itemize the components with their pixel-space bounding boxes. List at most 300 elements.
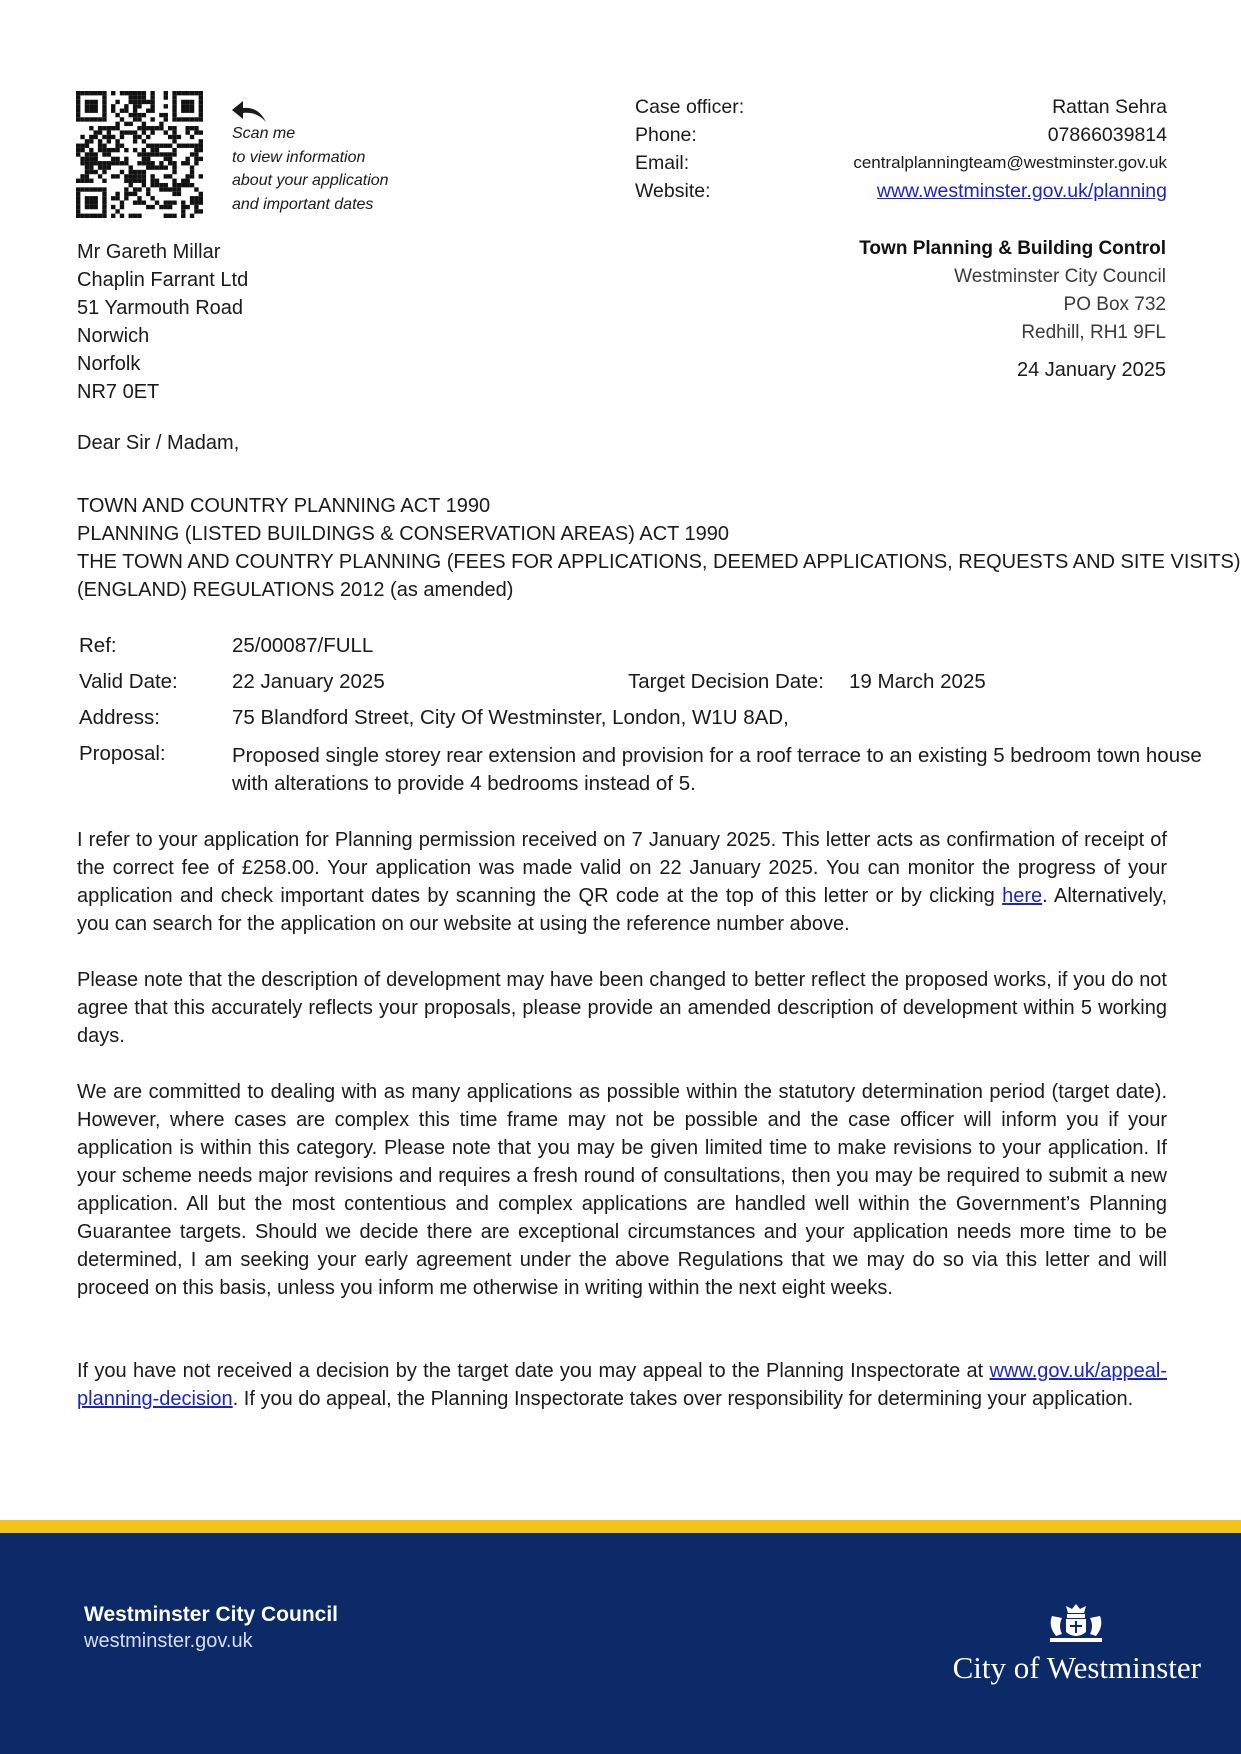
paragraph-appeal [77, 1357, 1167, 1413]
target-date-label: Target Decision Date: [628, 670, 824, 693]
qr-module [124, 109, 128, 113]
qr-module [150, 100, 154, 104]
qr-module [190, 183, 194, 187]
qr-module [155, 179, 159, 183]
qr-module [168, 126, 172, 130]
qr-module [172, 109, 176, 113]
qr-module [137, 91, 141, 95]
qr-module [159, 205, 163, 209]
curved-arrow-icon [230, 98, 268, 124]
qr-module [137, 214, 141, 218]
qr-module [190, 214, 194, 218]
qr-module [199, 144, 203, 148]
qr-module [107, 148, 111, 152]
qr-module [164, 113, 168, 117]
qr-module [137, 161, 141, 165]
proposal-label: Proposal: [79, 742, 166, 765]
qr-module [172, 187, 176, 191]
office-line: PO Box 732 [1063, 294, 1166, 315]
paragraph-text: If you have not received a decision by the target date you may appeal to the Planning Inspectorate at [77, 1360, 990, 1382]
qr-module [199, 200, 203, 204]
scan-line: Scan me [232, 125, 296, 142]
qr-module [142, 148, 146, 152]
qr-module [120, 205, 124, 209]
qr-module [89, 117, 93, 121]
qr-module [115, 126, 119, 130]
qr-module [150, 91, 154, 95]
recipient-line: Norwich [77, 325, 150, 347]
scan-line: about your application [232, 172, 389, 189]
qr-module [124, 130, 128, 134]
contact-block [635, 93, 1167, 205]
qr-module [177, 135, 181, 139]
qr-module [111, 196, 115, 200]
qr-module [102, 100, 106, 104]
qr-module [111, 135, 115, 139]
qr-module [129, 179, 133, 183]
qr-module [190, 126, 194, 130]
qr-module [111, 161, 115, 165]
qr-module [94, 91, 98, 95]
recipient-line: 51 Yarmouth Road [77, 297, 244, 319]
qr-module [146, 187, 150, 191]
qr-module [107, 139, 111, 143]
qr-module [177, 187, 181, 191]
qr-module [181, 179, 185, 183]
qr-module [199, 130, 203, 134]
qr-module [102, 117, 106, 121]
qr-module [120, 91, 124, 95]
qr-module [94, 104, 98, 108]
qr-module [124, 122, 128, 126]
qr-module [190, 100, 194, 104]
phone-label: Phone: [635, 124, 697, 146]
qr-module [137, 117, 141, 121]
qr-module [94, 200, 98, 204]
page-footer [0, 1520, 1241, 1754]
qr-module [185, 205, 189, 209]
qr-module [172, 152, 176, 156]
qr-module [102, 91, 106, 95]
qr-module [94, 109, 98, 113]
qr-module [137, 113, 141, 117]
qr-module [181, 109, 185, 113]
qr-module [194, 148, 198, 152]
qr-module [199, 157, 203, 161]
recipient-line: NR7 0ET [77, 381, 160, 403]
qr-module [94, 170, 98, 174]
qr-module [150, 109, 154, 113]
qr-module [164, 152, 168, 156]
qr-module [177, 144, 181, 148]
qr-module [150, 165, 154, 169]
qr-module [76, 113, 80, 117]
qr-module [168, 214, 172, 218]
qr-module [107, 130, 111, 134]
qr-module [129, 91, 133, 95]
qr-module [142, 170, 146, 174]
qr-module [89, 165, 93, 169]
qr-module [194, 205, 198, 209]
qr-module [185, 157, 189, 161]
qr-module [185, 91, 189, 95]
office-address [859, 235, 1166, 347]
phone-row [635, 121, 1167, 149]
qr-module [98, 130, 102, 134]
qr-module [150, 95, 154, 99]
qr-module [80, 144, 84, 148]
qr-module [111, 174, 115, 178]
address-row [79, 706, 1169, 742]
qr-module [85, 161, 89, 165]
qr-module [172, 170, 176, 174]
qr-module [199, 148, 203, 152]
qr-module [168, 174, 172, 178]
qr-module [94, 135, 98, 139]
qr-module [146, 192, 150, 196]
qr-module [168, 135, 172, 139]
qr-module [155, 152, 159, 156]
qr-module [129, 100, 133, 104]
address-value: 75 Blandford Street, City Of Westminster, London, W1U 8AD, [232, 706, 789, 729]
qr-module [172, 126, 176, 130]
qr-module [190, 200, 194, 204]
qr-module [115, 148, 119, 152]
qr-module [85, 139, 89, 143]
qr-module [85, 205, 89, 209]
qr-module [150, 196, 154, 200]
qr-module [133, 214, 137, 218]
qr-module [137, 196, 141, 200]
qr-module [181, 209, 185, 213]
qr-module [190, 135, 194, 139]
qr-module [120, 130, 124, 134]
qr-module [172, 91, 176, 95]
qr-module [89, 205, 93, 209]
qr-module [190, 109, 194, 113]
act-line: TOWN AND COUNTRY PLANNING ACT 1990 [77, 495, 491, 517]
qr-module [190, 104, 194, 108]
qr-module [142, 161, 146, 165]
qr-module [185, 109, 189, 113]
qr-module [89, 196, 93, 200]
qr-module [185, 174, 189, 178]
qr-module [199, 113, 203, 117]
qr-module [102, 192, 106, 196]
qr-module [115, 209, 119, 213]
qr-module [159, 165, 163, 169]
qr-module [129, 165, 133, 169]
qr-module [133, 104, 137, 108]
qr-module [85, 91, 89, 95]
qr-module [124, 192, 128, 196]
qr-module [172, 135, 176, 139]
qr-module [80, 91, 84, 95]
qr-module [115, 157, 119, 161]
case-officer-label: Case officer: [635, 96, 745, 118]
qr-module [172, 183, 176, 187]
qr-module [142, 126, 146, 130]
qr-module [98, 126, 102, 130]
qr-module [76, 152, 80, 156]
qr-module [181, 214, 185, 218]
qr-module [150, 183, 154, 187]
qr-module [107, 152, 111, 156]
qr-module [111, 148, 115, 152]
qr-module [155, 144, 159, 148]
qr-module [102, 113, 106, 117]
qr-module [142, 130, 146, 134]
qr-module [129, 95, 133, 99]
qr-module [124, 179, 128, 183]
qr-module [80, 135, 84, 139]
qr-module [102, 109, 106, 113]
qr-module [150, 152, 154, 156]
qr-module [98, 165, 102, 169]
qr-module [120, 144, 124, 148]
qr-module [124, 148, 128, 152]
ref-value: 25/00087/FULL [232, 634, 374, 657]
qr-module [94, 152, 98, 156]
application-details [79, 634, 1202, 795]
scan-line: to view information [232, 148, 366, 166]
qr-module [159, 126, 163, 130]
qr-module [94, 196, 98, 200]
qr-module [80, 187, 84, 191]
qr-module [199, 109, 203, 113]
qr-module [76, 95, 80, 99]
qr-module [102, 214, 106, 218]
qr-module [111, 157, 115, 161]
qr-module [194, 187, 198, 191]
qr-module [172, 139, 176, 143]
qr-module [94, 100, 98, 104]
qr-module [199, 196, 203, 200]
qr-module [94, 205, 98, 209]
qr-module [129, 170, 133, 174]
qr-module [85, 170, 89, 174]
qr-module [172, 130, 176, 134]
qr-module [124, 187, 128, 191]
qr-module [94, 187, 98, 191]
qr-module [194, 152, 198, 156]
qr-module [137, 104, 141, 108]
qr-module [181, 161, 185, 165]
qr-module [129, 122, 133, 126]
qr-module [194, 117, 198, 121]
qr-module [194, 144, 198, 148]
qr-module [85, 214, 89, 218]
qr-module [89, 91, 93, 95]
qr-module [120, 200, 124, 204]
qr-module [94, 161, 98, 165]
qr-module [76, 148, 80, 152]
qr-module [76, 214, 80, 218]
qr-module [102, 135, 106, 139]
qr-module [164, 214, 168, 218]
qr-module [85, 174, 89, 178]
qr-module [133, 187, 137, 191]
qr-module [89, 157, 93, 161]
website-link[interactable]: www.westminster.gov.uk/planning [876, 180, 1167, 202]
qr-module [155, 200, 159, 204]
qr-module [111, 104, 115, 108]
qr-module [164, 104, 168, 108]
qr-module [89, 109, 93, 113]
qr-module [159, 161, 163, 165]
valid-date-value: 22 January 2025 [232, 670, 385, 693]
qr-module [115, 113, 119, 117]
phone-value: 07866039814 [1047, 124, 1167, 146]
appeal-link[interactable]: www.gov.uk/appeal-planning-decision [77, 1360, 1167, 1410]
crest-icon [1046, 1602, 1106, 1646]
qr-module [85, 157, 89, 161]
qr-module [168, 157, 172, 161]
qr-module [129, 113, 133, 117]
qr-module [133, 109, 137, 113]
qr-module [164, 174, 168, 178]
qr-module [142, 200, 146, 204]
qr-module [142, 174, 146, 178]
letter-date: 24 January 2025 [1016, 359, 1166, 381]
qr-module [164, 117, 168, 121]
here-link[interactable]: here [1002, 885, 1043, 907]
recipient-line: Norfolk [77, 353, 141, 375]
qr-module [102, 187, 106, 191]
qr-module [155, 183, 159, 187]
qr-module [76, 144, 80, 148]
qr-module [98, 144, 102, 148]
qr-module [111, 126, 115, 130]
qr-module [107, 165, 111, 169]
qr-module [76, 205, 80, 209]
proposal-row [79, 742, 1202, 795]
case-officer-value: Rattan Sehra [1052, 96, 1167, 118]
qr-module [142, 95, 146, 99]
email-label: Email: [635, 152, 690, 174]
qr-module [137, 179, 141, 183]
qr-module [150, 130, 154, 134]
qr-module [133, 148, 137, 152]
act-line: THE TOWN AND COUNTRY PLANNING (FEES FOR APPLICATIONS, DEEMED APPLICATIONS, REQUESTS AND SITE VISITS) [77, 551, 1241, 573]
qr-module [133, 192, 137, 196]
qr-module [89, 214, 93, 218]
qr-module [150, 174, 154, 178]
qr-module [142, 100, 146, 104]
qr-module [76, 109, 80, 113]
qr-module [85, 144, 89, 148]
qr-scan-caption [232, 122, 389, 216]
qr-module [124, 161, 128, 165]
qr-module [102, 104, 106, 108]
qr-module [111, 91, 115, 95]
qr-module [102, 200, 106, 204]
qr-module [102, 148, 106, 152]
qr-module [80, 148, 84, 152]
qr-module [124, 174, 128, 178]
qr-module [168, 152, 172, 156]
qr-module [102, 95, 106, 99]
office-line: Redhill, RH1 9FL [1021, 322, 1166, 343]
qr-module [177, 183, 181, 187]
qr-module [185, 144, 189, 148]
qr-module [111, 214, 115, 218]
qr-module [102, 196, 106, 200]
qr-module [185, 179, 189, 183]
qr-module [89, 148, 93, 152]
qr-module [168, 205, 172, 209]
qr-module [124, 104, 128, 108]
qr-module [76, 179, 80, 183]
footer-logo-text: City of Westminster [952, 1650, 1201, 1685]
legislation-heading [77, 492, 1241, 604]
qr-module [146, 144, 150, 148]
qr-module [185, 100, 189, 104]
qr-module [164, 205, 168, 209]
qr-module [85, 179, 89, 183]
paragraph-text: . Alternatively, you can search for the application on our website at using the reference number above. [77, 885, 1167, 935]
qr-module [102, 209, 106, 213]
qr-module [172, 148, 176, 152]
qr-module [199, 104, 203, 108]
qr-module [85, 109, 89, 113]
qr-module [159, 113, 163, 117]
qr-module [133, 179, 137, 183]
qr-module [199, 95, 203, 99]
qr-module [133, 139, 137, 143]
qr-module [85, 196, 89, 200]
qr-module [137, 174, 141, 178]
qr-module [150, 104, 154, 108]
qr-module [85, 117, 89, 121]
qr-module [76, 100, 80, 104]
qr-module [181, 183, 185, 187]
proposal-value: Proposed single storey rear extension and provision for a roof terrace to an existing 5 bedroom town house with alterations to provide 4 bedrooms instead of 5. [232, 744, 1202, 795]
qr-module [199, 139, 203, 143]
office-line: Westminster City Council [954, 266, 1166, 287]
qr-module [155, 165, 159, 169]
qr-module [142, 152, 146, 156]
qr-module [181, 91, 185, 95]
qr-module [124, 196, 128, 200]
qr-module [111, 205, 115, 209]
qr-module [133, 95, 137, 99]
qr-module [159, 122, 163, 126]
qr-module [199, 91, 203, 95]
qr-module [150, 161, 154, 165]
qr-module [89, 152, 93, 156]
qr-module [146, 157, 150, 161]
qr-module [159, 187, 163, 191]
qr-module [80, 179, 84, 183]
qr-module [115, 196, 119, 200]
qr-module [172, 179, 176, 183]
qr-module [172, 113, 176, 117]
qr-module [102, 165, 106, 169]
qr-module [164, 187, 168, 191]
qr-module [133, 135, 137, 139]
qr-module [89, 139, 93, 143]
qr-module [107, 135, 111, 139]
qr-module [172, 200, 176, 204]
qr-module [115, 100, 119, 104]
qr-module [137, 152, 141, 156]
qr-module [115, 161, 119, 165]
qr-module [146, 165, 150, 169]
recipient-line: Mr Gareth Millar [77, 241, 221, 263]
ref-row [79, 634, 1169, 670]
qr-module [199, 100, 203, 104]
